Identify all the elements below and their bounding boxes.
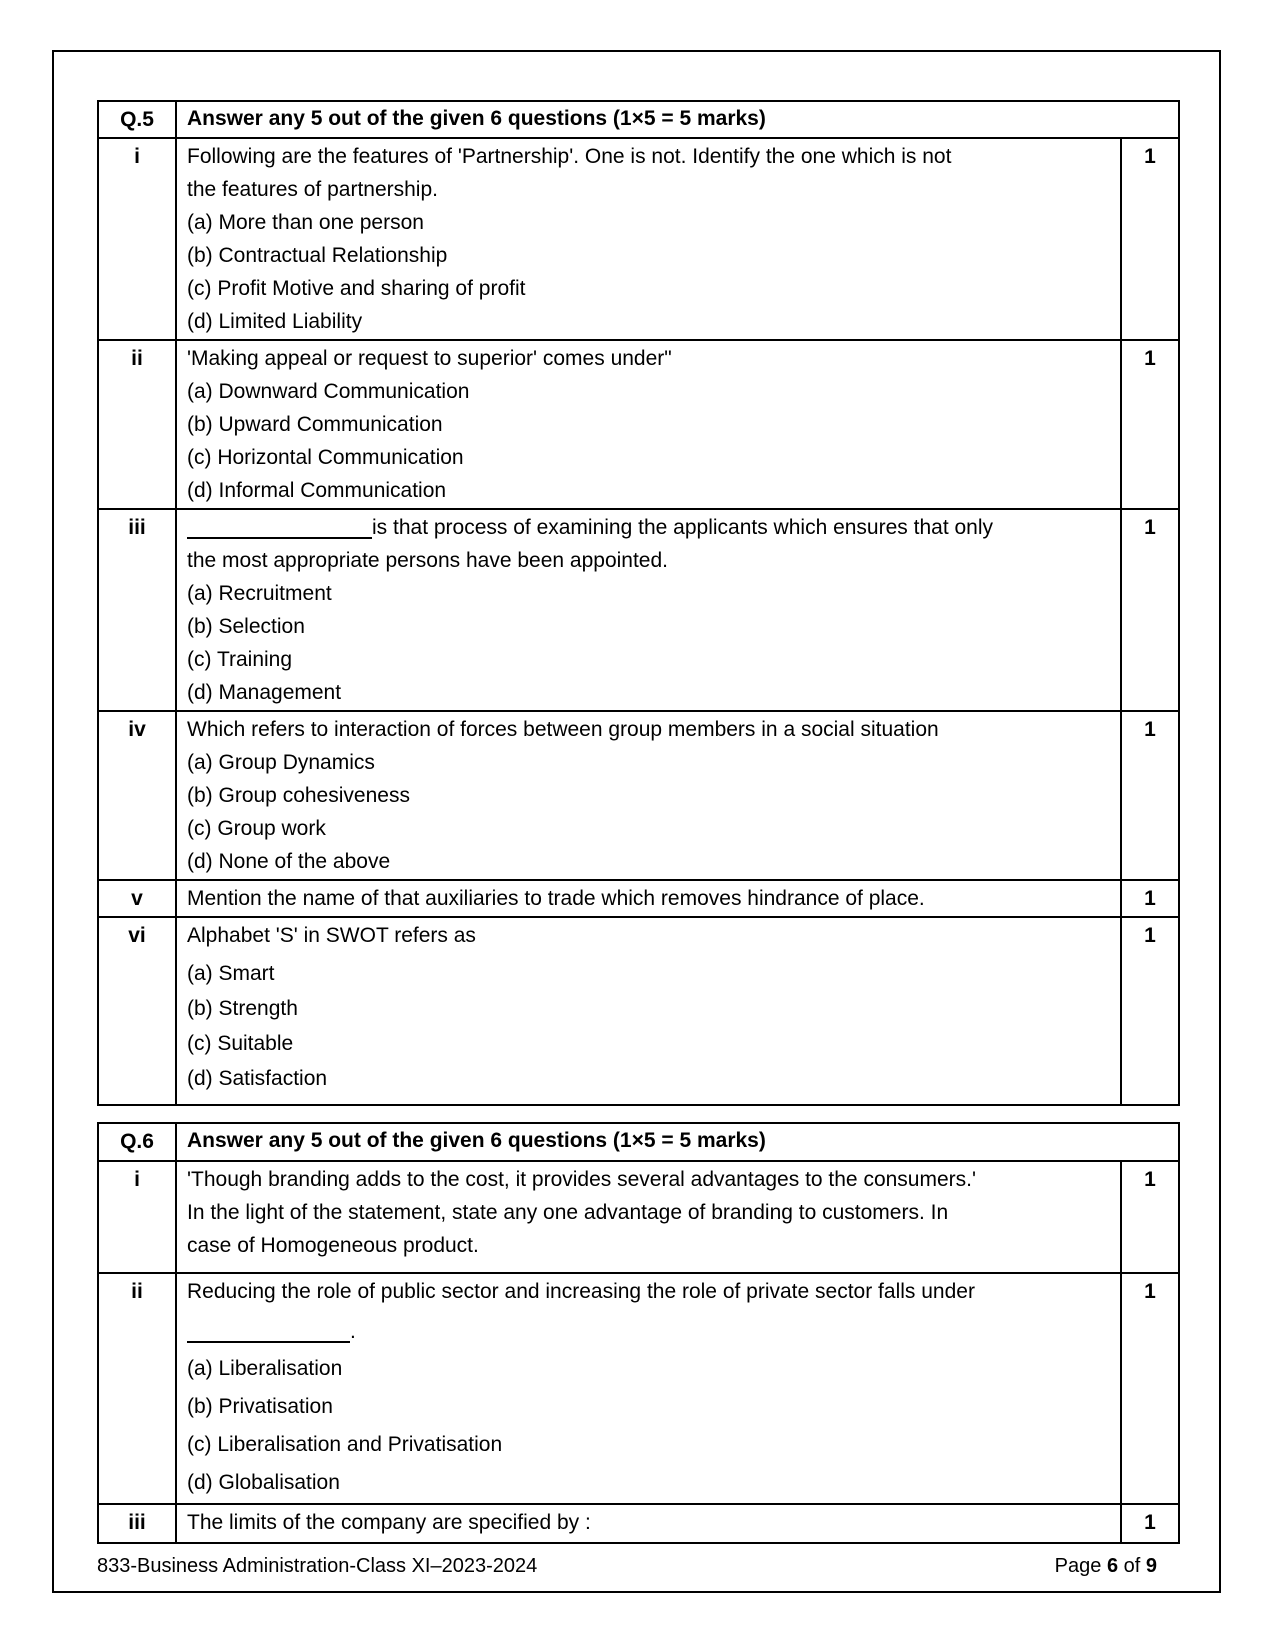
options-list (187, 375, 1112, 507)
option-line: (a) Downward Communication (187, 380, 470, 403)
question-row (98, 1273, 1179, 1504)
option-line: (b) Contractual Relationship (187, 244, 448, 267)
options-list (187, 577, 1112, 709)
question-line: In the light of the statement, state any one advantage of branding to customers. In (187, 1201, 949, 1224)
question-cell (176, 138, 1121, 340)
row-number: iii (98, 1504, 176, 1543)
option-line: (b) Privatisation (187, 1395, 333, 1418)
row-number: v (98, 880, 176, 917)
question-row (98, 917, 1179, 1105)
question-line: . (187, 1315, 1112, 1348)
row-number: ii (98, 1273, 176, 1504)
question-line: Alphabet 'S' in SWOT refers as (187, 924, 476, 947)
question-line: Following are the features of 'Partnership'. One is not. Identify the one which is not (187, 145, 952, 168)
table-header-row (98, 101, 1179, 138)
section-instruction: Answer any 5 out of the given 6 questions (1×5 = 5 marks) (176, 1123, 1179, 1161)
question-row (98, 1161, 1179, 1273)
option-line: (c) Training (187, 648, 293, 671)
question-cell (176, 1161, 1121, 1273)
question-cell (176, 711, 1121, 880)
option-line: (c) Liberalisation and Privatisation (187, 1433, 503, 1456)
question-line: case of Homogeneous product. (187, 1234, 479, 1257)
question-line: Mention the name of that auxiliaries to trade which removes hindrance of place. (187, 887, 925, 910)
question-table-q6 (97, 1122, 1180, 1544)
marks-value: 1 (1121, 1273, 1179, 1504)
question-row (98, 340, 1179, 509)
table-header-row (98, 1123, 1179, 1161)
option-line: (d) Satisfaction (187, 1067, 328, 1090)
row-number: iv (98, 711, 176, 880)
option-line: (b) Upward Communication (187, 413, 443, 436)
question-cell (176, 1273, 1121, 1504)
question-line: 'Making appeal or request to superior' comes under" (187, 347, 672, 370)
question-row (98, 138, 1179, 340)
marks-value: 1 (1121, 509, 1179, 711)
question-line: the most appropriate persons have been appointed. (187, 549, 669, 572)
question-cell (176, 340, 1121, 509)
option-line: (d) Limited Liability (187, 310, 363, 333)
option-line: (a) More than one person (187, 211, 424, 234)
question-row (98, 1504, 1179, 1543)
section-instruction: Answer any 5 out of the given 6 questions (1×5 = 5 marks) (176, 101, 1179, 138)
question-cell (176, 509, 1121, 711)
marks-value: 1 (1121, 711, 1179, 880)
question-line: Reducing the role of public sector and increasing the role of private sector falls under (187, 1280, 975, 1303)
row-number: i (98, 138, 176, 340)
option-line: (c) Profit Motive and sharing of profit (187, 277, 526, 300)
question-cell (176, 1504, 1121, 1543)
question-row (98, 509, 1179, 711)
marks-value: 1 (1121, 1161, 1179, 1273)
options-list (187, 746, 1112, 878)
option-line: (c) Suitable (187, 1032, 294, 1055)
option-line: (a) Smart (187, 962, 275, 985)
option-line: (d) Management (187, 681, 342, 704)
fill-in-blank (187, 516, 372, 539)
page-footer (97, 1553, 1157, 1579)
question-number-label: Q.6 (98, 1123, 176, 1161)
fill-in-blank (187, 1320, 350, 1343)
question-cell (176, 917, 1121, 1105)
footer-doc-title: 833-Business Administration-Class XI–2023-2024 (97, 1555, 538, 1577)
marks-value: 1 (1121, 917, 1179, 1105)
question-line: Which refers to interaction of forces between group members in a social situation (187, 718, 939, 741)
footer-page-number: Page 6 of 9 (1054, 1555, 1157, 1577)
row-number: i (98, 1161, 176, 1273)
option-line: (b) Selection (187, 615, 305, 638)
option-line: (d) None of the above (187, 850, 391, 873)
question-cell (176, 880, 1121, 917)
marks-value: 1 (1121, 1504, 1179, 1543)
option-line: (a) Recruitment (187, 582, 332, 605)
options-list (187, 206, 1112, 338)
option-line: (c) Group work (187, 817, 326, 840)
options-list (187, 956, 1112, 1096)
question-line: is that process of examining the applicants which ensures that only (187, 511, 1112, 544)
question-row (98, 880, 1179, 917)
question-line: the features of partnership. (187, 178, 438, 201)
option-line: (d) Informal Communication (187, 479, 447, 502)
question-row (98, 711, 1179, 880)
row-number: ii (98, 340, 176, 509)
option-line: (a) Group Dynamics (187, 751, 375, 774)
question-table-q5 (97, 100, 1180, 1106)
options-list (187, 1350, 1112, 1502)
option-line: (b) Group cohesiveness (187, 784, 410, 807)
marks-value: 1 (1121, 138, 1179, 340)
question-line: 'Though branding adds to the cost, it provides several advantages to the consumers.' (187, 1168, 976, 1191)
option-line: (b) Strength (187, 997, 298, 1020)
question-number-label: Q.5 (98, 101, 176, 138)
question-line: The limits of the company are specified by : (187, 1511, 591, 1534)
option-line: (a) Liberalisation (187, 1357, 343, 1380)
marks-value: 1 (1121, 340, 1179, 509)
row-number: iii (98, 509, 176, 711)
marks-value: 1 (1121, 880, 1179, 917)
row-number: vi (98, 917, 176, 1105)
option-line: (d) Globalisation (187, 1471, 340, 1494)
option-line: (c) Horizontal Communication (187, 446, 464, 469)
